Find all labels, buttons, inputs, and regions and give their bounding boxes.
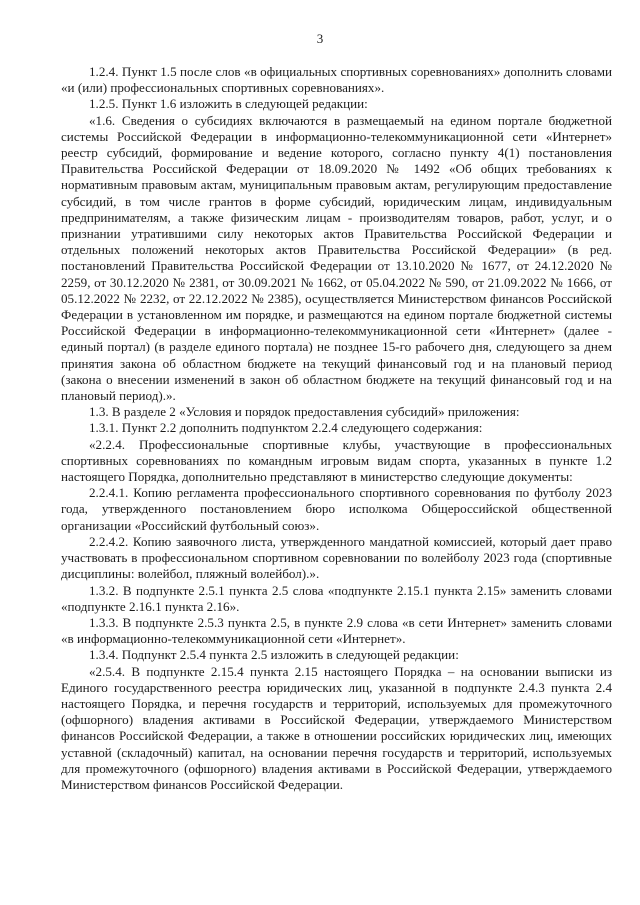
paragraph-2-5-4-text: «2.5.4. В подпункте 2.15.4 пункта 2.15 настоящего Порядка – на основании выписки из Единого государственного реестра юридических лиц, указанной в подпункте 2.4.3 пункта 2.4 настоящего Порядка, и перечня государств и территорий, используемых для промежуточного (офшорного) владения активами в Российской Федерации, утверждаемого Министерством финансов Российской Федерации, а также в отношении российских юридических лиц, имеющих уставной (складочный) капитал, на основании перечня государств и территорий, используемых для промежуточного (офшорного) владения активами в Российской Федерации, утверждаемого Министерством финансов Российской Федерации. (61, 663, 612, 792)
paragraph-2-2-4-1: 2.2.4.1. Копию регламента профессионального спортивного соревнования по футболу 2023 года, утвержденного постановлением бюро исполкома Общероссийской общественной организации «Российский футбольный союз». (61, 485, 612, 533)
paragraph-1-3-4: 1.3.4. Подпункт 2.5.4 пункта 2.5 изложить в следующей редакции: (89, 647, 459, 663)
paragraph-1-6-text: «1.6. Сведения о субсидиях включаются в размещаемый на едином портале бюджетной системы Российской Федерации в информационно-телекоммуникационной сети «Интернет» реестр субсидий, формирование и ведение которого, согласно пункту 4(1) постановления Правительства Российской Федерации от 18.09.2020 № 1492 «Об общих требованиях к нормативным правовым актам, муниципальным правовым актам, регулирующим предоставление субсидий, в том числе грантов в форме субсидий, юридическим лицам, индивидуальным предпринимателям, а также физическим лицам - производителям товаров, работ, услуг, и о признании утратившими силу некоторых актов Правительства Российской Федерации и отдельных положений некоторых актов Правительства Российской Федерации» (в ред. постановлений Правительства Российской Федерации от 13.10.2020 № 1677, от 24.12.2020 № 2259, от 30.12.2020 № 2381, от 30.09.2021 № 1662, от 05.04.2022 № 590, от 21.09.2022 № 1666, от 05.12.2022 № 2232, от 22.12.2022 № 2385), осуществляется Министерством финансов Российской Федерации в установленном им порядке, и размещаются на едином портале бюджетной системы Российской Федерации в информационно-телекоммуникационной сети «Интернет» (далее - единый портал) (в разделе единого портала) не позднее 15-го рабочего дня, следующего за днем принятия закона об областном бюджете на текущий финансовый год и на плановый период (закона о внесении изменений в закон об областном бюджете на текущий финансовый год и на плановый период).». (61, 112, 612, 404)
paragraph-1-3-3: 1.3.3. В подпункте 2.5.3 пункта 2.5, в пункте 2.9 слова «в сети Интернет» заменить словами «в информационно-телекоммуникационной сети «Интернет». (61, 614, 612, 647)
paragraph-1-2-5: 1.2.5. Пункт 1.6 изложить в следующей редакции: (89, 96, 368, 112)
page-number: 3 (316, 31, 324, 46)
paragraph-1-3-2: 1.3.2. В подпункте 2.5.1 пункта 2.5 слова «подпункте 2.15.1 пункта 2.15» заменить словами «подпункте 2.16.1 пункта 2.16». (61, 582, 612, 614)
paragraph-1-2-4: 1.2.4. Пункт 1.5 после слов «в официальных спортивных соревнованиях» дополнить словами «и (или) профессиональных спортивных соревнованиях». (61, 64, 612, 96)
paragraph-1-3-1: 1.3.1. Пункт 2.2 дополнить подпунктом 2.2.4 следующего содержания: (89, 420, 483, 436)
paragraph-2-2-4-2: 2.2.4.2. Копию заявочного листа, утвержденного мандатной комиссией, который дает право участвовать в профессиональном спортивном соревновании по волейболу 2023 года (спортивные дисциплины: волейбол, пляжный волейбол).». (61, 533, 612, 582)
paragraph-2-2-4: «2.2.4. Профессиональные спортивные клубы, участвующие в профессиональных спортивных соревнованиях по командным игровым видам спорта, указанных в пункте 1.2 настоящего Порядка, дополнительно представляют в министерство следующие документы: (61, 436, 612, 485)
paragraph-1-3: 1.3. В разделе 2 «Условия и порядок предоставления субсидий» приложения: (89, 404, 520, 420)
document-body (61, 64, 612, 793)
